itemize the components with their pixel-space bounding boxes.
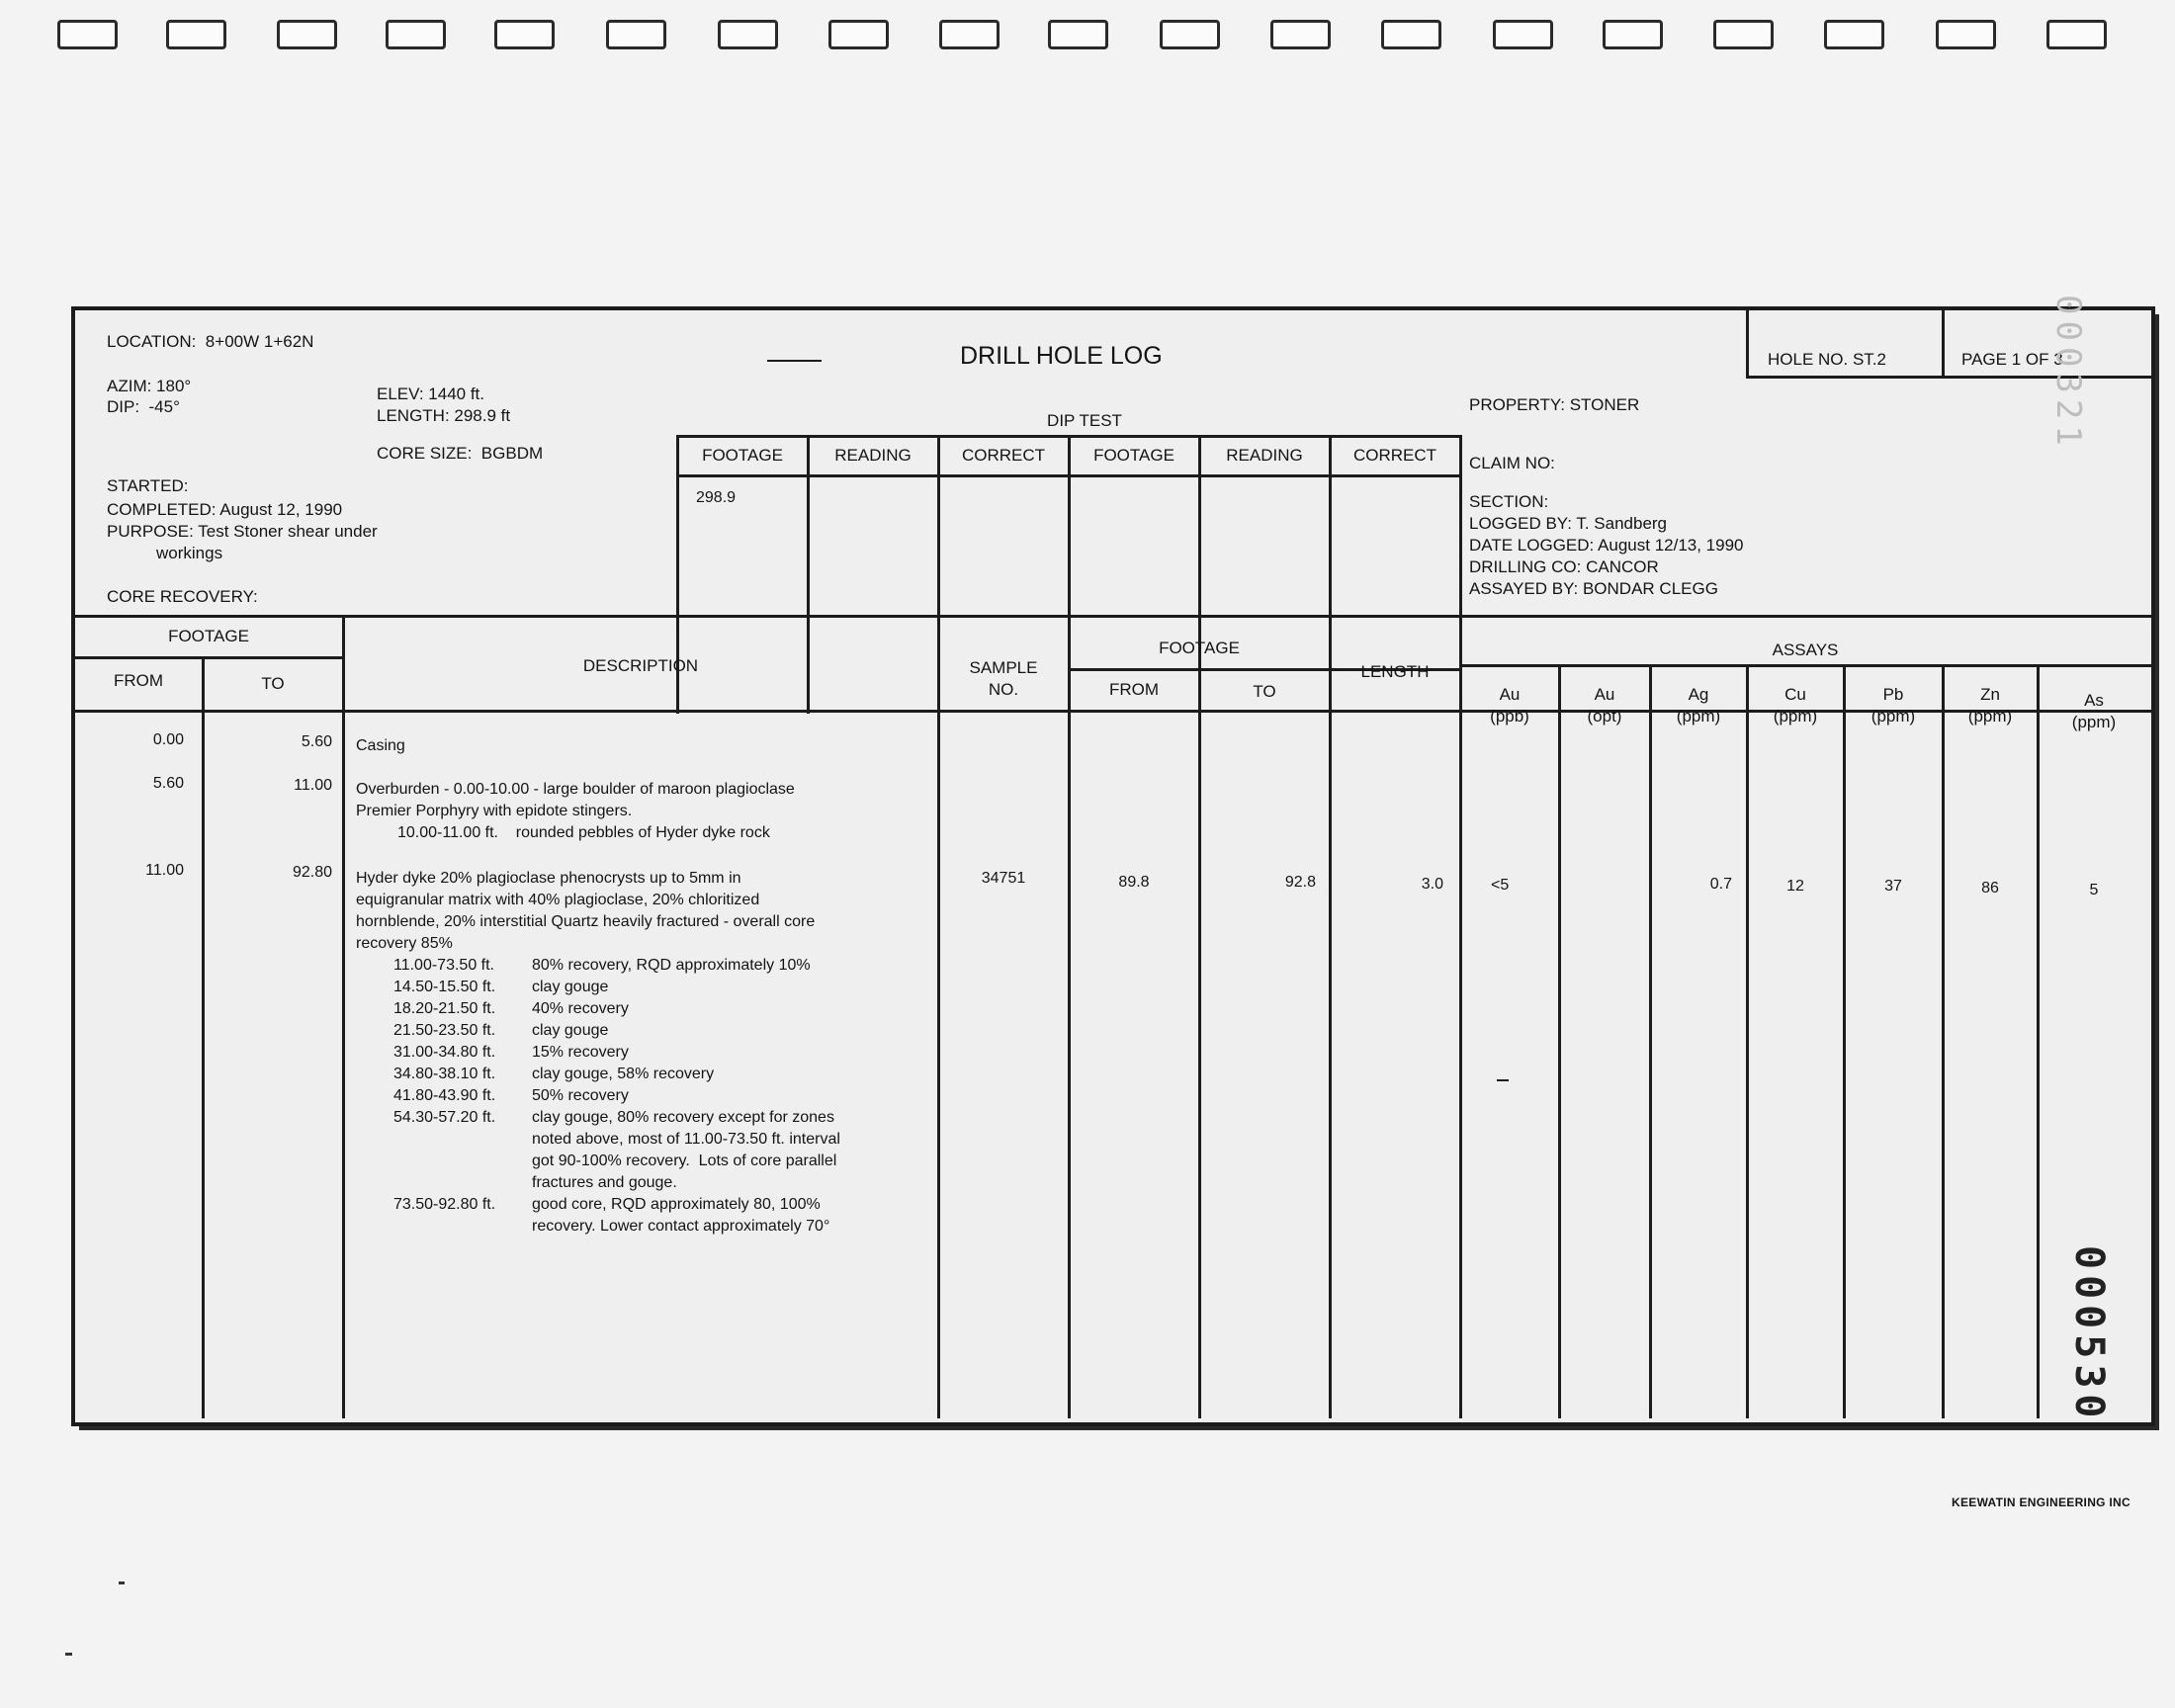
interval-note: noted above, most of 11.00-73.50 ft. interval	[532, 1131, 840, 1148]
interval-note: recovery. Lower contact approximately 70°	[532, 1218, 830, 1235]
assay-element: Zn	[1980, 685, 2000, 704]
col-to: TO	[261, 674, 285, 693]
description-line: Overburden - 0.00-10.00 - large boulder of maroon plagioclase	[356, 781, 795, 798]
assay-unit: (ppm)	[1773, 707, 1818, 726]
assay-unit: (opt)	[1587, 707, 1622, 726]
dip-col-reading-2: READING	[1226, 446, 1303, 465]
assay-ag	[1651, 684, 1746, 727]
company-name: KEEWATIN ENGINEERING INC	[1952, 1495, 2131, 1509]
binder-hole	[939, 20, 1000, 49]
interval-note: 15% recovery	[532, 1044, 629, 1061]
assay-unit: (ppb)	[1490, 707, 1529, 726]
assay-au-ppb-value: <5	[1491, 877, 1510, 894]
col-footage-2: FOOTAGE	[1159, 639, 1240, 657]
assay-element: Pb	[1882, 685, 1904, 704]
sample-to: 92.8	[1284, 874, 1316, 891]
rule	[1843, 664, 1846, 1418]
dip-col-correct-2: CORRECT	[1352, 446, 1437, 465]
rule	[1649, 664, 1652, 1418]
col-sample-no: NO.	[988, 680, 1019, 699]
col-length: LENGTH	[1360, 662, 1430, 681]
started: STARTED:	[107, 476, 189, 495]
dash-mark	[767, 360, 822, 362]
binder-hole	[386, 20, 446, 49]
assay-element: As	[2084, 691, 2104, 710]
assay-element: Cu	[1784, 685, 1806, 704]
row-to: 5.60	[301, 733, 332, 750]
binder-hole	[1493, 20, 1553, 49]
row-from: 5.60	[152, 775, 184, 792]
elevation: ELEV: 1440 ft.	[377, 384, 484, 403]
dip: DIP: -45°	[107, 397, 180, 416]
col-sample: SAMPLE	[969, 658, 1038, 677]
document-stamp: 000530	[2066, 1245, 2112, 1424]
rule	[1746, 310, 1749, 378]
interval: 18.20-21.50 ft.	[393, 1000, 496, 1017]
rule	[2037, 664, 2040, 1418]
purpose-continued: workings	[156, 544, 223, 562]
assay-au-ppb	[1461, 684, 1558, 727]
scan-mark	[65, 1653, 72, 1656]
col-from-2: FROM	[1108, 680, 1160, 699]
rule	[202, 656, 205, 1418]
binder-hole	[1936, 20, 1996, 49]
description-line: equigranular matrix with 40% plagioclase, 20% chloritized	[356, 892, 760, 908]
binder-hole	[1048, 20, 1108, 49]
row-from: 0.00	[152, 731, 184, 748]
binder-hole	[1270, 20, 1331, 49]
description-line: Hyder dyke 20% plagioclase phenocrysts up to 5mm in	[356, 870, 741, 887]
core-size: CORE SIZE: BGBDM	[377, 444, 544, 463]
assay-as-value: 5	[2089, 882, 2099, 898]
sample-length: 3.0	[1421, 876, 1443, 893]
interval: 34.80-38.10 ft.	[393, 1066, 496, 1082]
interval-note: 80% recovery, RQD approximately 10%	[532, 957, 811, 974]
azimuth: AZIM: 180°	[107, 377, 192, 395]
assay-zn	[1944, 684, 2037, 727]
interval: 41.80-43.90 ft.	[393, 1087, 496, 1104]
binder-hole	[494, 20, 555, 49]
rule	[1558, 664, 1561, 1418]
hole-number: HOLE NO. ST.2	[1768, 350, 1886, 369]
property: PROPERTY: STONER	[1469, 395, 1640, 414]
page-title: DRILL HOLE LOG	[960, 342, 1163, 370]
assay-ag-value: 0.7	[1709, 876, 1732, 893]
interval: 31.00-34.80 ft.	[393, 1044, 496, 1061]
row-from: 11.00	[145, 862, 184, 879]
claim-number: CLAIM NO:	[1469, 454, 1555, 472]
rule	[1942, 664, 1945, 1418]
date-logged: DATE LOGGED: August 12/13, 1990	[1469, 536, 1744, 555]
binder-hole	[1824, 20, 1884, 49]
interval-note: clay gouge	[532, 979, 609, 995]
interval: 54.30-57.20 ft.	[393, 1109, 496, 1126]
col-description: DESCRIPTION	[582, 656, 699, 675]
drill-hole-log-sheet	[71, 306, 2155, 1426]
assay-element: Au	[1499, 685, 1521, 704]
binder-hole	[57, 20, 118, 49]
interval: 11.00-73.50 ft.	[393, 957, 494, 974]
interval: 73.50-92.80 ft.	[393, 1196, 496, 1213]
assay-unit: (ppm)	[1870, 707, 1916, 726]
interval-note: 40% recovery	[532, 1000, 629, 1017]
assay-zn-value: 86	[1981, 880, 1999, 897]
assay-cu-value: 12	[1786, 878, 1804, 895]
interval-note: fractures and gouge.	[532, 1174, 677, 1191]
rule	[1459, 615, 1462, 1418]
assayed-by: ASSAYED BY: BONDAR CLEGG	[1469, 579, 1718, 598]
assay-cu	[1748, 684, 1843, 727]
interval: 14.50-15.50 ft.	[393, 979, 496, 995]
binder-hole	[1381, 20, 1441, 49]
rule	[342, 615, 345, 1418]
rule	[1746, 664, 1749, 1418]
col-from: FROM	[113, 671, 164, 690]
interval-note: 50% recovery	[532, 1087, 629, 1104]
binder-hole	[277, 20, 337, 49]
description-line: recovery 85%	[356, 935, 453, 952]
dip-col-reading: READING	[834, 446, 912, 465]
rule	[1329, 615, 1332, 1418]
location: LOCATION: 8+00W 1+62N	[107, 332, 314, 351]
binder-hole	[828, 20, 889, 49]
page-number: PAGE 1 OF 3	[1961, 350, 2063, 369]
interval-note: clay gouge	[532, 1022, 609, 1039]
description-line: 10.00-11.00 ft. rounded pebbles of Hyder dyke rock	[397, 824, 770, 841]
rule	[1068, 615, 1071, 1418]
assay-as	[2039, 690, 2149, 733]
sample-number: 34751	[981, 870, 1026, 887]
binder-hole	[1603, 20, 1663, 49]
completed: COMPLETED: August 12, 1990	[107, 500, 343, 519]
interval-note: good core, RQD approximately 80, 100%	[532, 1196, 821, 1213]
assay-element: Ag	[1688, 685, 1709, 704]
rule	[1942, 310, 1945, 378]
col-assays: ASSAYS	[1772, 640, 1839, 659]
logged-by: LOGGED BY: T. Sandberg	[1469, 514, 1668, 533]
row-to: 92.80	[292, 864, 332, 881]
assay-unit: (ppm)	[2071, 713, 2117, 731]
rule	[1198, 668, 1201, 1418]
dip-col-correct: CORRECT	[961, 446, 1046, 465]
rule	[937, 615, 940, 1418]
hole-length: LENGTH: 298.9 ft	[377, 406, 511, 425]
core-recovery: CORE RECOVERY:	[107, 587, 258, 606]
faint-stamp: 000321	[2048, 295, 2088, 452]
rule	[75, 656, 342, 659]
col-footage: FOOTAGE	[168, 627, 249, 645]
binder-hole	[2046, 20, 2107, 49]
interval: 21.50-23.50 ft.	[393, 1022, 496, 1039]
description-line: Premier Porphyry with epidote stingers.	[356, 803, 633, 819]
binder-hole	[1713, 20, 1774, 49]
assay-unit: (ppm)	[1676, 707, 1721, 726]
sample-from: 89.8	[1118, 874, 1150, 891]
assay-pb-value: 37	[1884, 878, 1902, 895]
dip-footage-value: 298.9	[696, 489, 737, 506]
binder-hole	[166, 20, 226, 49]
interval-note: clay gouge, 58% recovery	[532, 1066, 715, 1082]
dip-col-footage: FOOTAGE	[702, 446, 783, 465]
col-to-2: TO	[1253, 682, 1276, 701]
description-line: hornblende, 20% interstitial Quartz heavily fractured - overall core	[356, 913, 816, 930]
description-line: Casing	[356, 737, 405, 754]
rule	[1746, 376, 2151, 379]
stray-mark	[1497, 1079, 1509, 1081]
drilling-company: DRILLING CO: CANCOR	[1469, 557, 1659, 576]
interval-note: got 90-100% recovery. Lots of core parallel	[532, 1153, 837, 1169]
assay-element: Au	[1594, 685, 1615, 704]
binder-hole	[606, 20, 666, 49]
assay-pb	[1845, 684, 1942, 727]
row-to: 11.00	[294, 777, 332, 794]
purpose: PURPOSE: Test Stoner shear under	[107, 522, 378, 541]
section: SECTION:	[1469, 492, 1549, 511]
rule	[75, 615, 2151, 618]
binder-hole	[1160, 20, 1220, 49]
binder-hole	[718, 20, 778, 49]
assay-au-opt	[1560, 684, 1649, 727]
dip-test-title: DIP TEST	[1047, 411, 1122, 430]
scan-mark	[119, 1581, 125, 1584]
dip-col-footage-2: FOOTAGE	[1093, 446, 1174, 465]
interval-note: clay gouge, 80% recovery except for zones	[532, 1109, 834, 1126]
assay-unit: (ppm)	[1967, 707, 2013, 726]
rule	[1459, 664, 2151, 667]
